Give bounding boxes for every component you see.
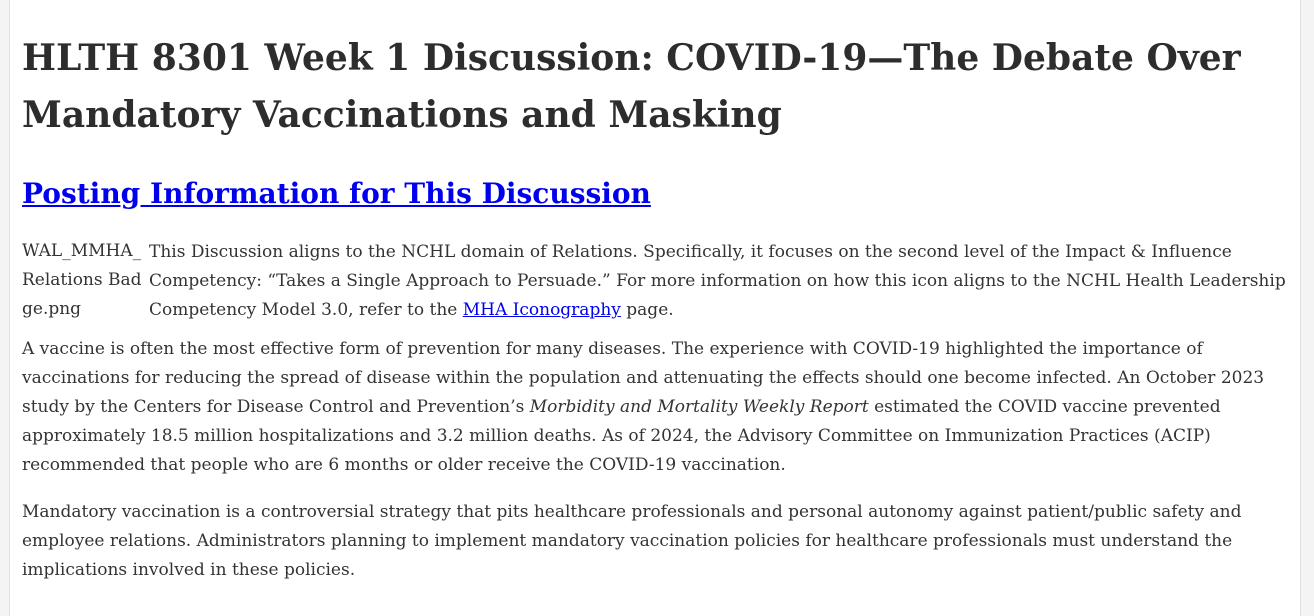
page-container — [9, 0, 1301, 616]
page-title: HLTH 8301 Week 1 Discussion: COVID-19—The Debate Over Mandatory Vaccinations and Masking — [22, 37, 1241, 136]
alignment-block — [22, 238, 1290, 325]
mha-iconography-link[interactable]: MHA Iconography — [462, 300, 621, 320]
badge-alt-text: WAL_MMHA_Relations Badge.png — [22, 241, 142, 319]
vaccine-paragraph — [22, 335, 1290, 480]
mandatory-vaccination-paragraph: Mandatory vaccination is a controversial strategy that pits healthcare professionals and personal autonomy against patient/public safety and employee relations. Administrators planning to implement mandatory vaccination policies for healthcare professionals must understand the implications involved in these policies. — [22, 502, 1242, 580]
alignment-text-after: page. — [620, 300, 674, 320]
posting-information-link[interactable]: Posting Information for This Discussion — [22, 177, 651, 210]
posting-information-heading — [22, 174, 1290, 214]
vaccine-paragraph-part2: estimated the COVID vaccine prevented approximately 18.5 million hospitalizations and 3.2 million deaths. As of 2024, the Advisory Committee on Immunization Practices (ACIP) recommended that people who are 6 months or older receive the COVID-19 vaccination. — [22, 397, 1221, 475]
mmwr-title: Morbidity and Mortality Weekly Report — [529, 397, 869, 417]
relations-badge-image — [22, 237, 149, 324]
content-area — [22, 0, 1290, 585]
alignment-text-before: This Discussion aligns to the NCHL domain of Relations. Specifically, it focuses on the second level of the Impact & Influence Competency: “Takes a Single Approach to Persuade.” For more information on how this icon aligns to the NCHL Health Leadership Competency Model 3.0, refer to the — [149, 242, 1286, 320]
alignment-text — [149, 238, 1290, 325]
vaccine-paragraph-part1: A vaccine is often the most effective form of prevention for many diseases. The experience with COVID-19 highlighted the importance of vaccinations for reducing the spread of disease within the population and attenuating the effects should one become infected. An October 2023 study by the Centers for Disease Control and Prevention’s — [22, 339, 1265, 417]
